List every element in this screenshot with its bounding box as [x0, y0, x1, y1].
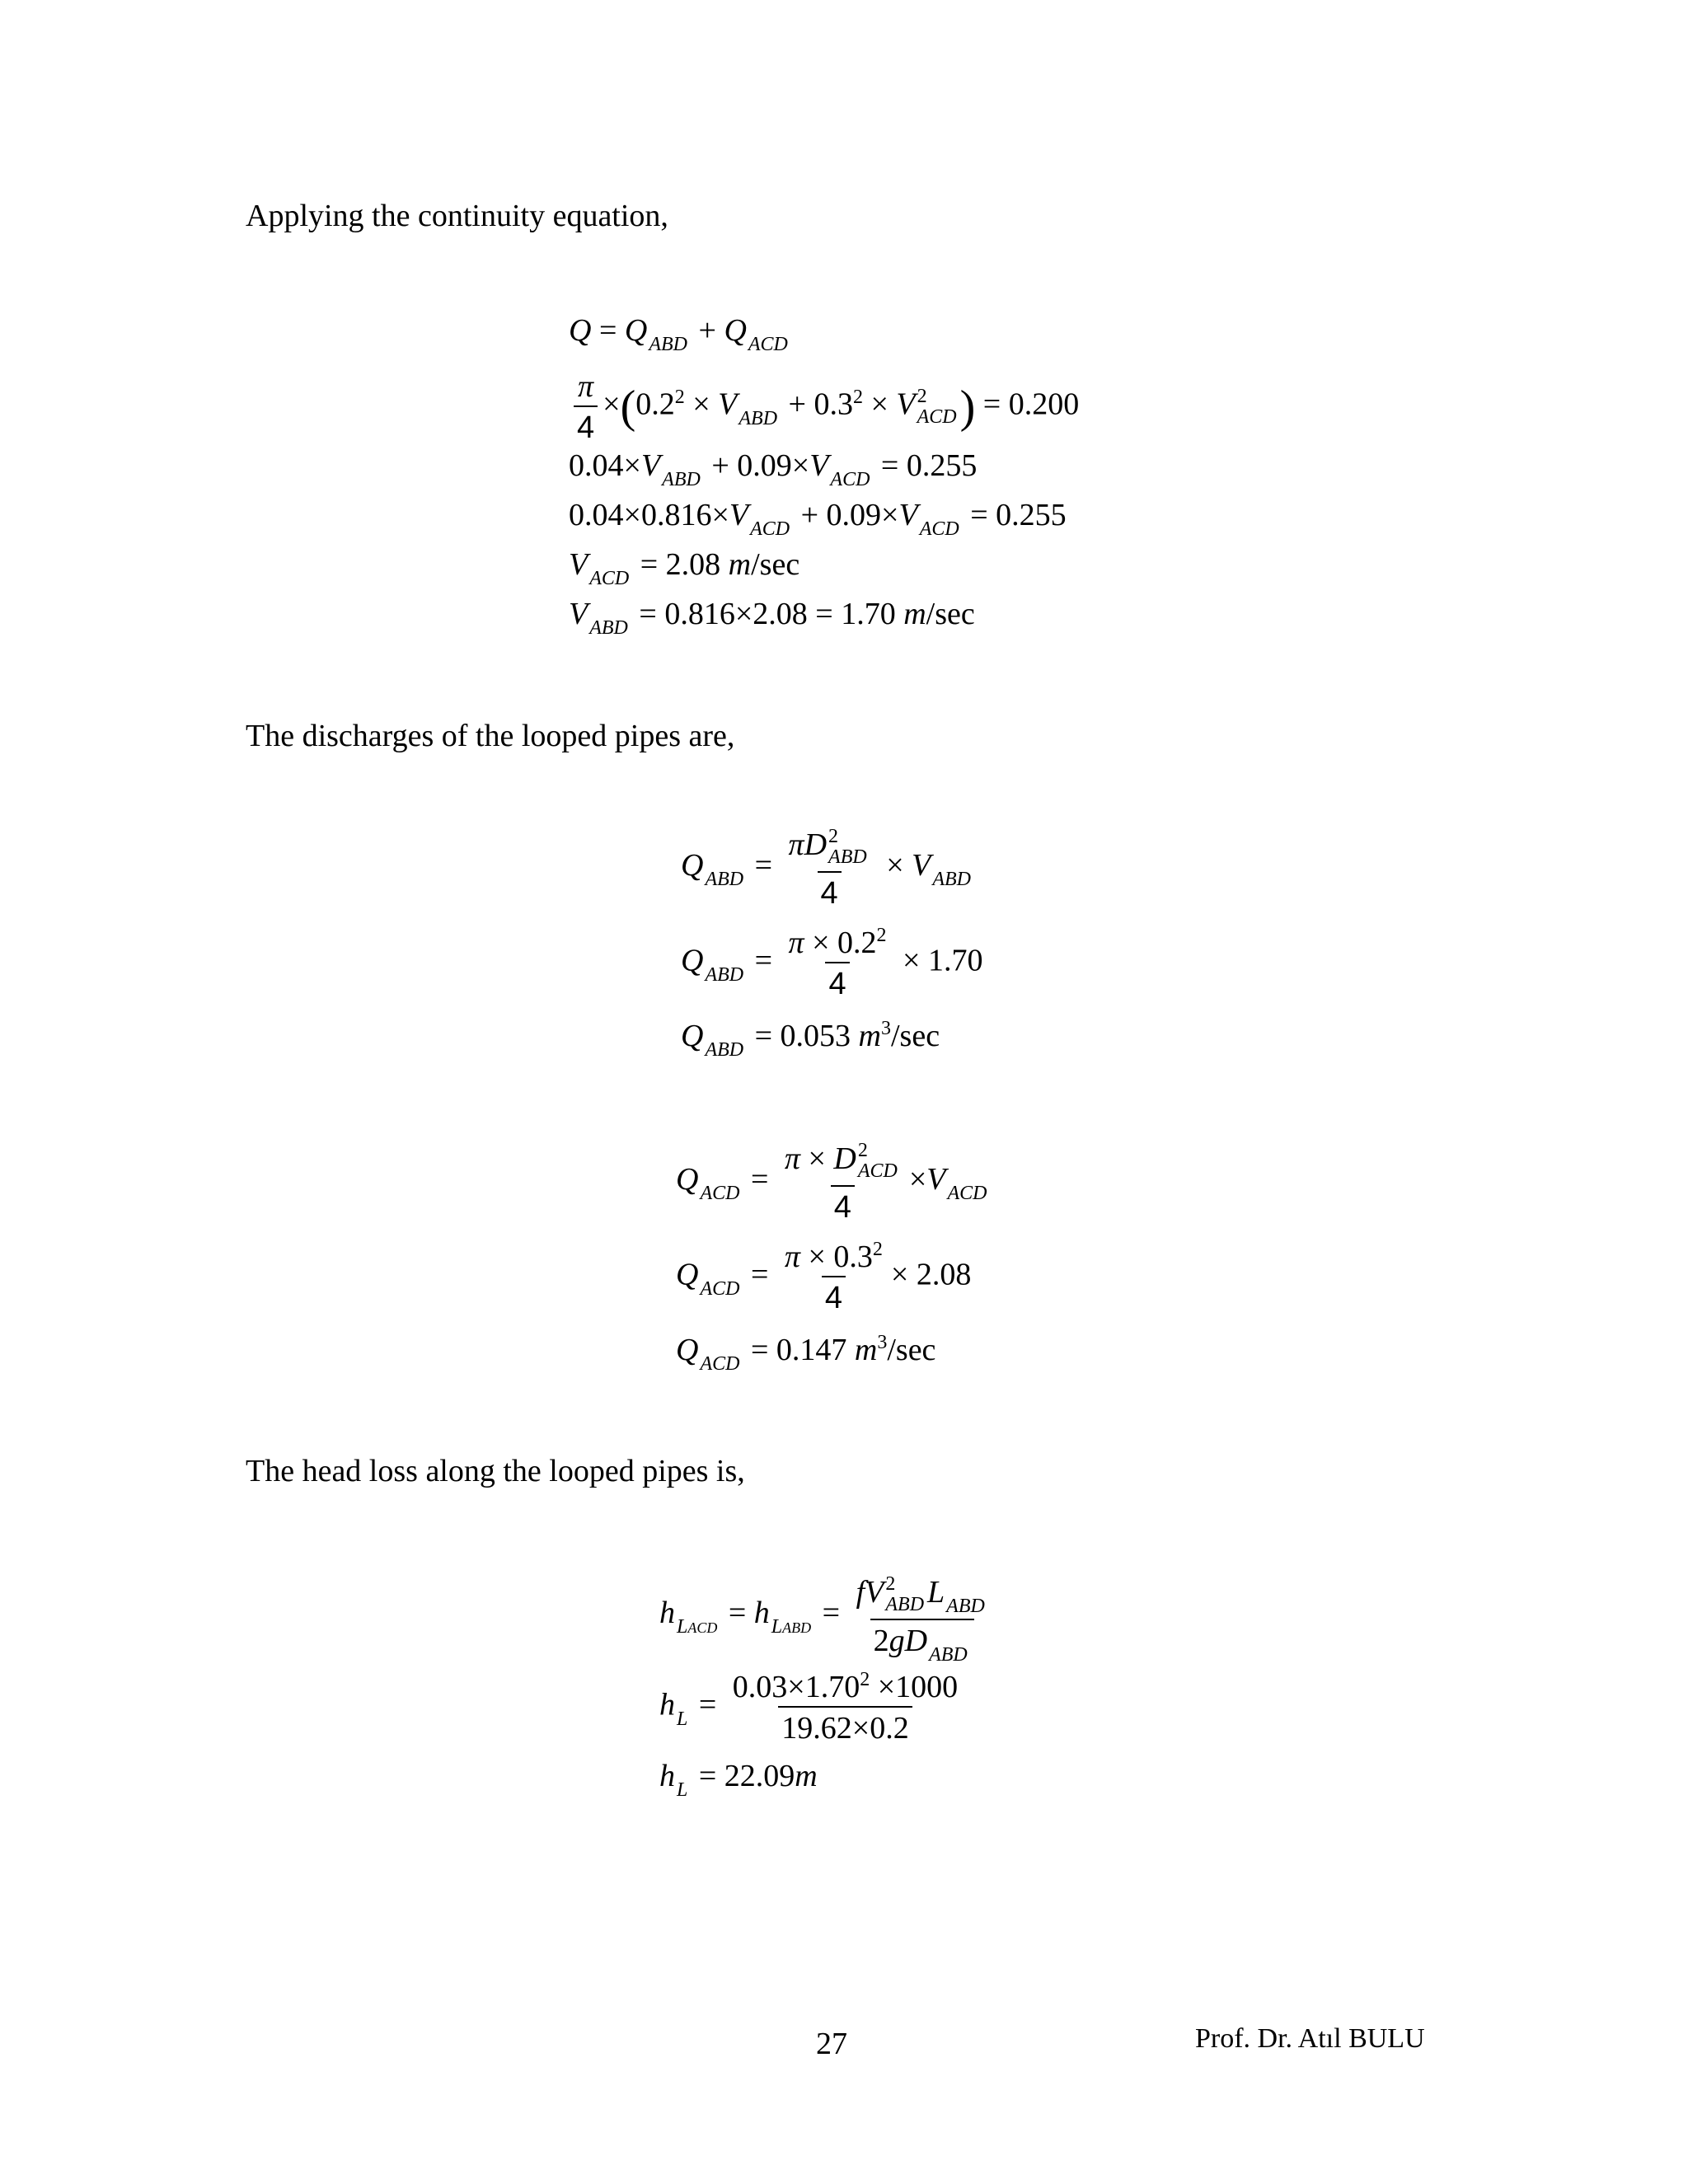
rhs-value: 0.255	[996, 498, 1067, 532]
equation-q-acd-formula: $Q_{ACD}$ = π × D 2 ACD 4 $\times V_{ACD}$	[676, 1140, 987, 1226]
equation-v-acd: $V_{ACD} = 2.08$ m/sec	[569, 547, 800, 589]
coef-abd: 0.04	[569, 448, 624, 483]
v-abd-value: 1.70	[841, 597, 896, 631]
diameter-value: 0.2	[837, 926, 877, 960]
v-acd-value: 2.08	[753, 597, 808, 631]
equation-head-loss-result: $h_L = 22.09m$	[659, 1759, 818, 1801]
rhs-value: 0.255	[906, 448, 978, 483]
equation-head-loss-substituted: $h_L$ = $\frac{0.03\times 1.70^2 \times 1000}{19.62\times 0.2}$	[659, 1669, 959, 1746]
equation-continuity-substituted: $0.04\times 0.816\times V_{ACD} + 0.09\times V_{ACD} = 0.255$	[569, 498, 1067, 540]
v-acd-value: 2.08	[665, 547, 721, 582]
equation-q-abd-formula: $Q_{ABD}$ = πD 2 ABD 4 × $V_{ABD}$	[681, 826, 971, 912]
page-number: 27	[816, 2027, 847, 2061]
two-g-value: 19.62	[781, 1711, 852, 1746]
velocity-value: 1.70	[804, 1670, 860, 1704]
footer-author: Prof. Dr. Atıl BULU	[1195, 2023, 1425, 2054]
ratio-value: 0.816	[664, 597, 735, 631]
paragraph-continuity-intro: Applying the continuity equation,	[246, 199, 668, 233]
equation-continuity-simplified: $0.04\times V_{ABD} + 0.09\times V_{ACD} = 0.255$	[569, 448, 978, 490]
equation-q-sum: $Q = Q_{ABD} + Q_{ACD}$	[569, 313, 788, 355]
equation-area-velocity-sum: $\frac{\pi}{4}$ $\times(0.2^2 \times V_{ABD} + 0.3^2 \times V$ 2 ACD ) = 0.200	[569, 371, 1079, 443]
equation-v-abd: $V_{ABD} = 0.816\times 2.08 = 1.70$ m/sec	[569, 597, 975, 639]
coef-acd: 0.09	[737, 448, 792, 483]
diameter-value: 0.3	[833, 1240, 873, 1274]
friction-factor-value: 0.03	[732, 1670, 788, 1704]
paragraph-head-loss-intro: The head loss along the looped pipes is,	[246, 1454, 745, 1488]
head-loss-value: 22.09	[724, 1759, 795, 1793]
coef-b: 0.09	[826, 498, 882, 532]
ratio-value: 0.816	[640, 498, 712, 532]
coef-a: 0.04	[569, 498, 624, 532]
q-acd-value: 0.147	[776, 1333, 847, 1367]
continuity-discharge-value: 0.200	[1008, 387, 1080, 422]
velocity-value: 1.70	[927, 943, 983, 978]
equation-q-abd-result: $Q_{ABD} = 0.053$ $m^3/\sec$	[681, 1018, 940, 1061]
paragraph-discharges-intro: The discharges of the looped pipes are,	[246, 719, 735, 753]
q-abd-value: 0.053	[780, 1019, 851, 1053]
diameter-value: 0.2	[870, 1711, 909, 1746]
equation-q-abd-substituted: $Q_{ABD}$ = $\frac{\pi \times 0.2^2}{4}$ × 1.70	[681, 925, 983, 1001]
equation-head-loss-formula: $h_{LACD} = h_{LABD}$ = fV 2 ABD $L_{ABD}$ $2gD_{ABD}$	[659, 1573, 985, 1666]
equation-q-acd-substituted: $Q_{ACD}$ = $\frac{\pi \times 0.3^2}{4}$ × 2.08	[676, 1239, 972, 1315]
equation-q-acd-result: $Q_{ACD} = 0.147$ $m^3/\sec$	[676, 1332, 936, 1375]
length-value: 1000	[895, 1670, 959, 1704]
velocity-value: 2.08	[916, 1257, 972, 1292]
